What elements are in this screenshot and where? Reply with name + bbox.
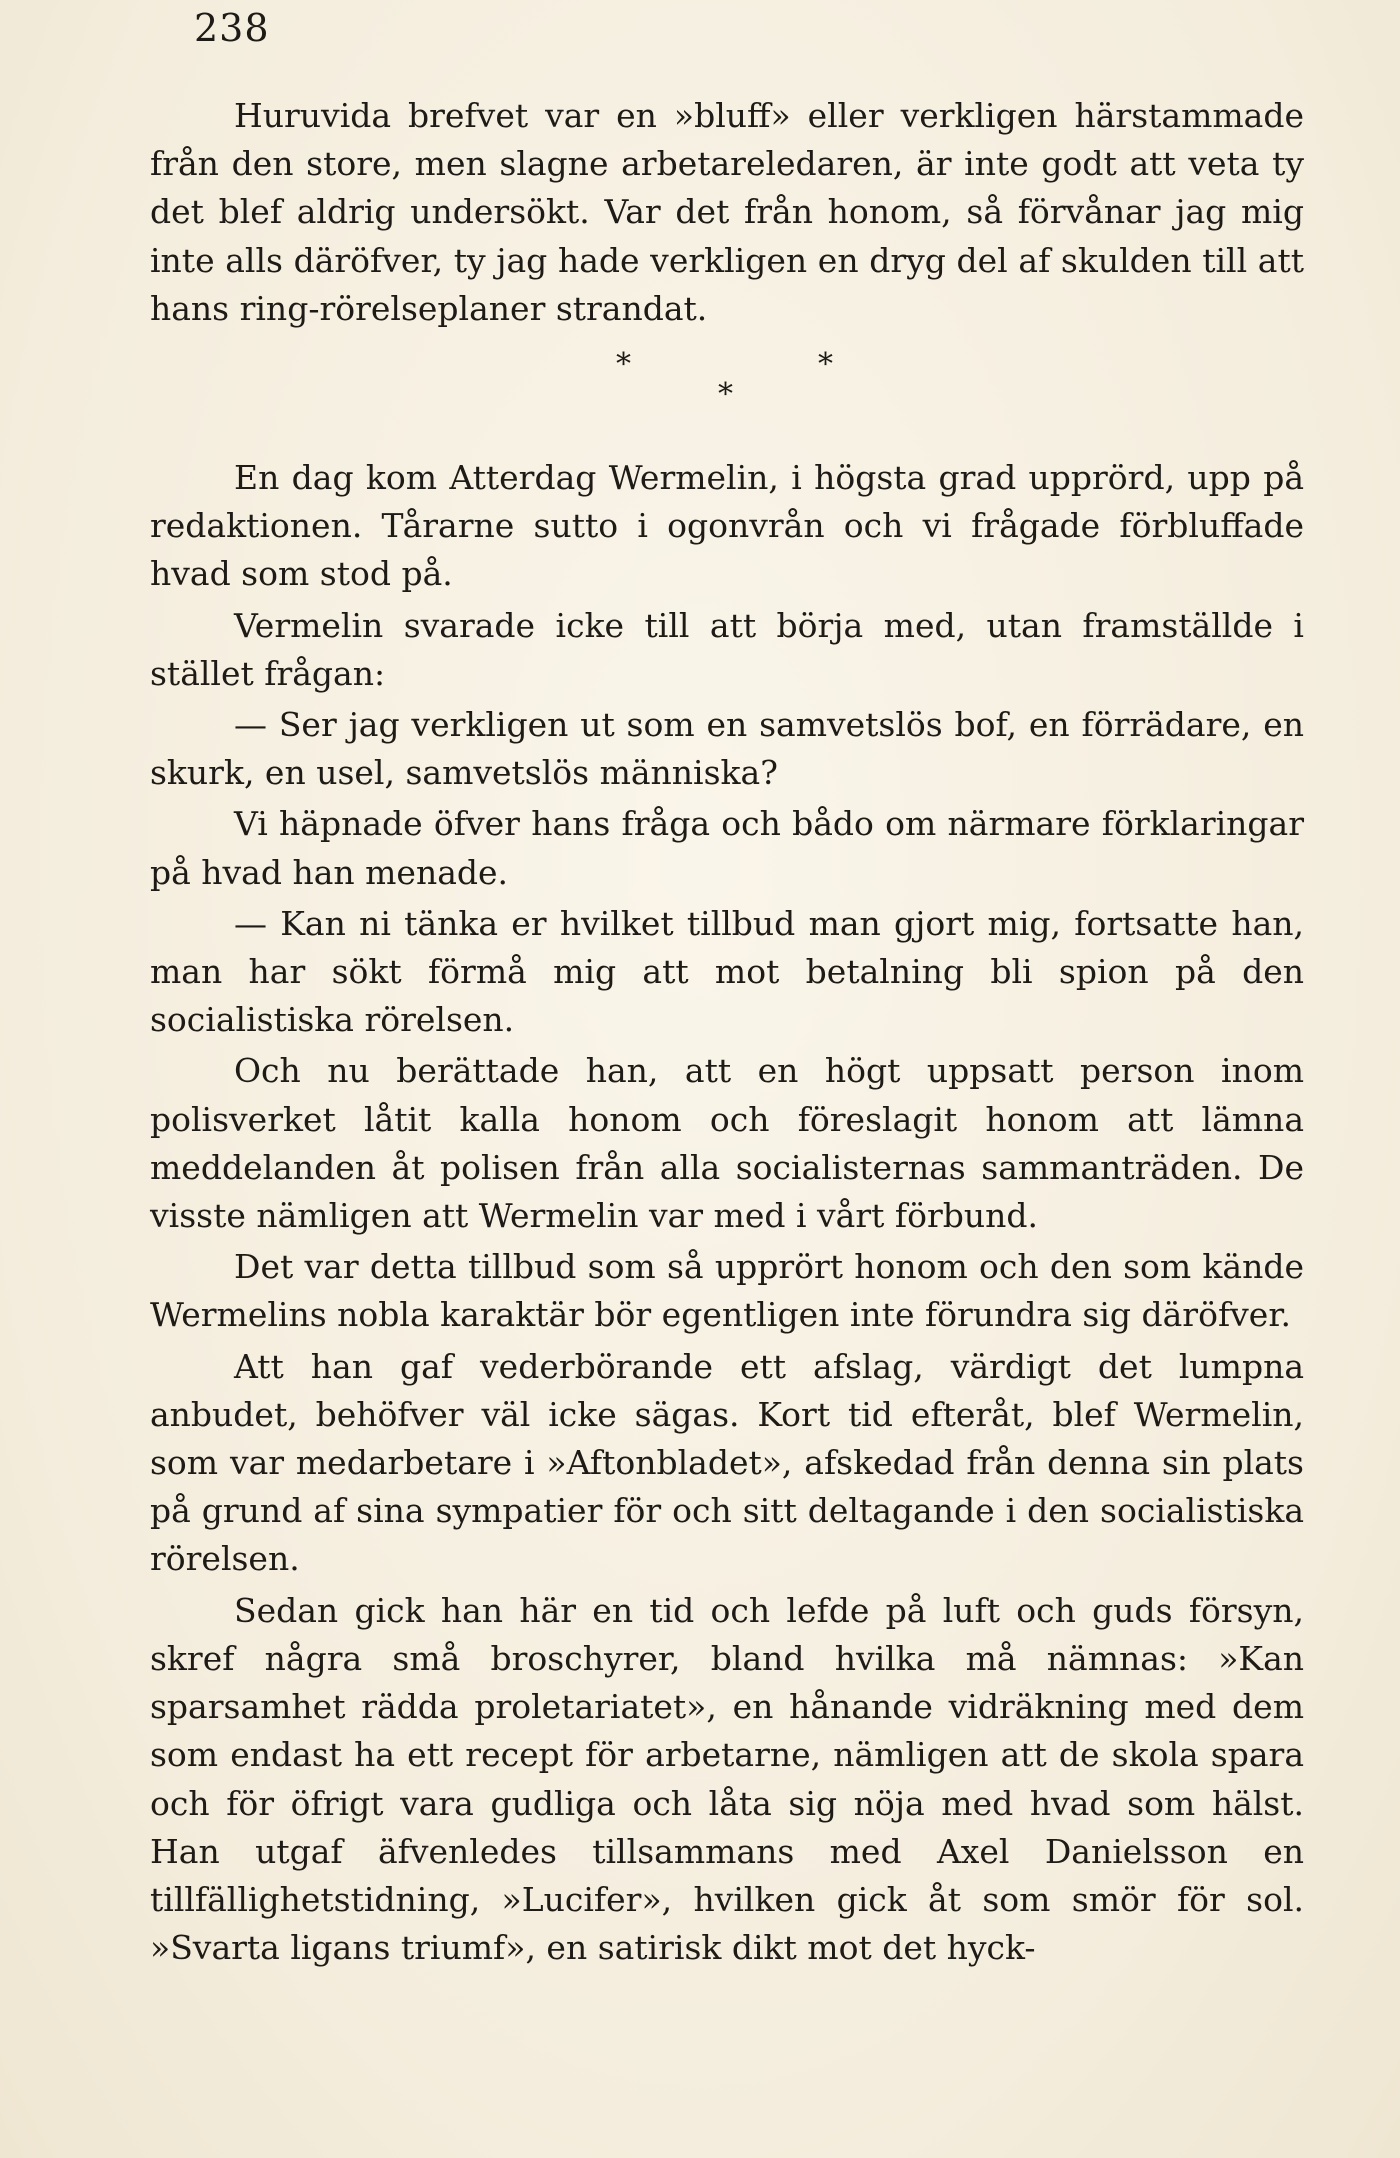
- paragraph-astonished: Vi häpnade öfver hans fråga och bådo om närmare förklaringar på hvad han menade.: [150, 804, 1304, 892]
- text-block: [150, 92, 1304, 1975]
- section-break-asterism: [150, 336, 1304, 454]
- paragraph-wermelin-arrives: En dag kom Atterdag Wermelin, i högsta grad upprörd, upp på redaktionen. Tårarne sutto i ogonvrån och vi frågade förbluffade hvad som stod på.: [150, 458, 1304, 594]
- paragraph-dialogue-question: — Ser jag verkligen ut som en samvetslös bof, en förrädare, en skurk, en usel, samvetslös människa?: [150, 705, 1304, 793]
- paragraph-refusal-dismissal: Att han gaf vederbörande ett afslag, värdigt det lumpna anbudet, behöfver väl icke sägas. Kort tid efteråt, blef Wermelin, som var medarbetare i »Aftonbladet», afskedad från denna sin plats på grund af sina sympatier för och sitt deltagande i den socialistiska rörelsen.: [150, 1346, 1304, 1579]
- paragraph-upset: Det var detta tillbud som så upprört honom och den som kände Wermelins nobla karaktär bör egentligen inte förundra sig däröfver.: [150, 1247, 1304, 1335]
- asterism-star: *: [718, 377, 733, 413]
- asterism-star: *: [616, 347, 631, 383]
- paragraph-pamphlets: Sedan gick han här en tid och lefde på luft och guds försyn, skref några små broschyrer, bland hvilka må nämnas: »Kan sparsamhet rädda proletariatet», en hånande vidräkning med dem som endast ha ett recept för arbetarne, nämligen att de skola spara och för öfrigt vara gudliga och låta sig nöja med hvad som hälst. Han utgaf äfvenledes tillsammans med Axel Danielsson en tillfällighetstidning, »Lucifer», hvilken gick åt som smör för sol. »Svarta ligans triumf», en satirisk dikt mot det hyck-: [150, 1590, 1304, 1968]
- paragraph-police-proposal: Och nu berättade han, att en högt uppsatt person inom polisverket låtit kalla honom och föreslagit honom att lämna meddelanden åt polisen från alla socialisternas sammanträden. De visste nämligen att Wermelin var med i vårt förbund.: [150, 1051, 1304, 1236]
- paragraph-dialogue-offer: — Kan ni tänka er hvilket tillbud man gjort mig, fortsatte han, man har sökt förmå mig att mot betalning bli spion på den socialistiska rörelsen.: [150, 903, 1304, 1040]
- paragraph-wermelin-asks: Vermelin svarade icke till att börja med, utan framställde i stället frågan:: [150, 605, 1304, 693]
- asterism-star: *: [818, 347, 833, 383]
- paragraph-bluff-letter: Huruvida brefvet var en »bluff» eller verkligen härstammade från den store, men slagne arbetareledaren, är inte godt att veta ty det blef aldrig undersökt. Var det från honom, så förvånar jag mig inte alls däröfver, ty jag hade verkligen en dryg del af skulden till att hans ring-rörelseplaner strandat.: [150, 96, 1304, 328]
- page-number: 238: [194, 6, 270, 50]
